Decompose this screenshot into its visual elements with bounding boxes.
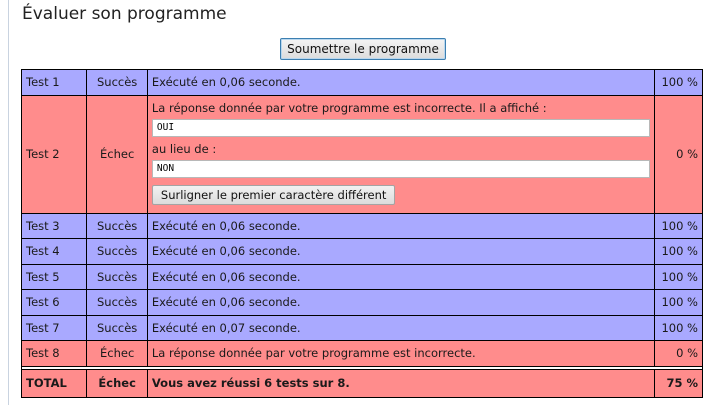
expected-label: au lieu de : — [151, 141, 217, 156]
test-score: 100 % — [655, 239, 703, 265]
total-label: TOTAL — [22, 370, 87, 398]
test-status: Succès — [87, 265, 147, 291]
table-row-test-3 — [22, 214, 703, 240]
total-summary: Vous avez réussi 6 tests sur 8. — [148, 370, 655, 398]
test-score: 100 % — [655, 214, 703, 240]
test-status: Succès — [87, 290, 147, 316]
results-table — [21, 69, 703, 398]
table-row-test-7 — [22, 316, 703, 342]
failure-message: La réponse donnée par votre programme est incorrecte. Il a affiché : — [151, 100, 547, 115]
table-row-test-6 — [22, 290, 703, 316]
test-detail: Exécuté en 0,06 seconde. — [148, 214, 655, 240]
failure-detail — [152, 96, 650, 213]
test-detail: La réponse donnée par votre programme est incorrecte. — [148, 341, 655, 367]
test-score: 100 % — [655, 70, 703, 96]
test-score: 0 % — [655, 96, 703, 214]
test-detail: Exécuté en 0,06 seconde. — [148, 290, 655, 316]
test-score: 100 % — [655, 265, 703, 291]
test-status: Échec — [87, 341, 147, 367]
test-name: Test 4 — [22, 239, 87, 265]
test-status: Succès — [87, 316, 147, 342]
program-output-box[interactable]: OUI — [152, 119, 650, 137]
test-detail: Exécuté en 0,07 seconde. — [148, 316, 655, 342]
page-title: Évaluer son programme — [22, 4, 227, 24]
table-row-test-2 — [22, 96, 703, 214]
test-status: Succès — [87, 214, 147, 240]
submit-program-button[interactable]: Soumettre le programme — [280, 38, 446, 60]
submit-area — [0, 38, 713, 60]
test-name: Test 6 — [22, 290, 87, 316]
table-row-test-4 — [22, 239, 703, 265]
test-name: Test 2 — [22, 96, 87, 214]
test-score: 0 % — [655, 341, 703, 367]
total-score: 75 % — [655, 370, 703, 398]
total-status: Échec — [87, 370, 147, 398]
expected-output-box[interactable]: NON — [152, 160, 650, 178]
highlight-first-difference-button[interactable]: Surligner le premier caractère différent — [152, 185, 396, 205]
table-row-test-8 — [22, 341, 703, 367]
test-name: Test 3 — [22, 214, 87, 240]
test-detail-cell — [148, 96, 655, 214]
left-border-rule — [8, 0, 9, 405]
test-detail: Exécuté en 0,06 seconde. — [148, 265, 655, 291]
test-name: Test 8 — [22, 341, 87, 367]
test-name: Test 7 — [22, 316, 87, 342]
test-detail: Exécuté en 0,06 seconde. — [148, 70, 655, 96]
table-row-total — [22, 370, 703, 398]
test-status: Échec — [87, 96, 147, 214]
test-status: Succès — [87, 70, 147, 96]
test-name: Test 5 — [22, 265, 87, 291]
test-score: 100 % — [655, 290, 703, 316]
table-row-test-1 — [22, 70, 703, 96]
test-detail: Exécuté en 0,06 seconde. — [148, 239, 655, 265]
test-score: 100 % — [655, 316, 703, 342]
table-row-test-5 — [22, 265, 703, 291]
test-name: Test 1 — [22, 70, 87, 96]
test-status: Succès — [87, 239, 147, 265]
